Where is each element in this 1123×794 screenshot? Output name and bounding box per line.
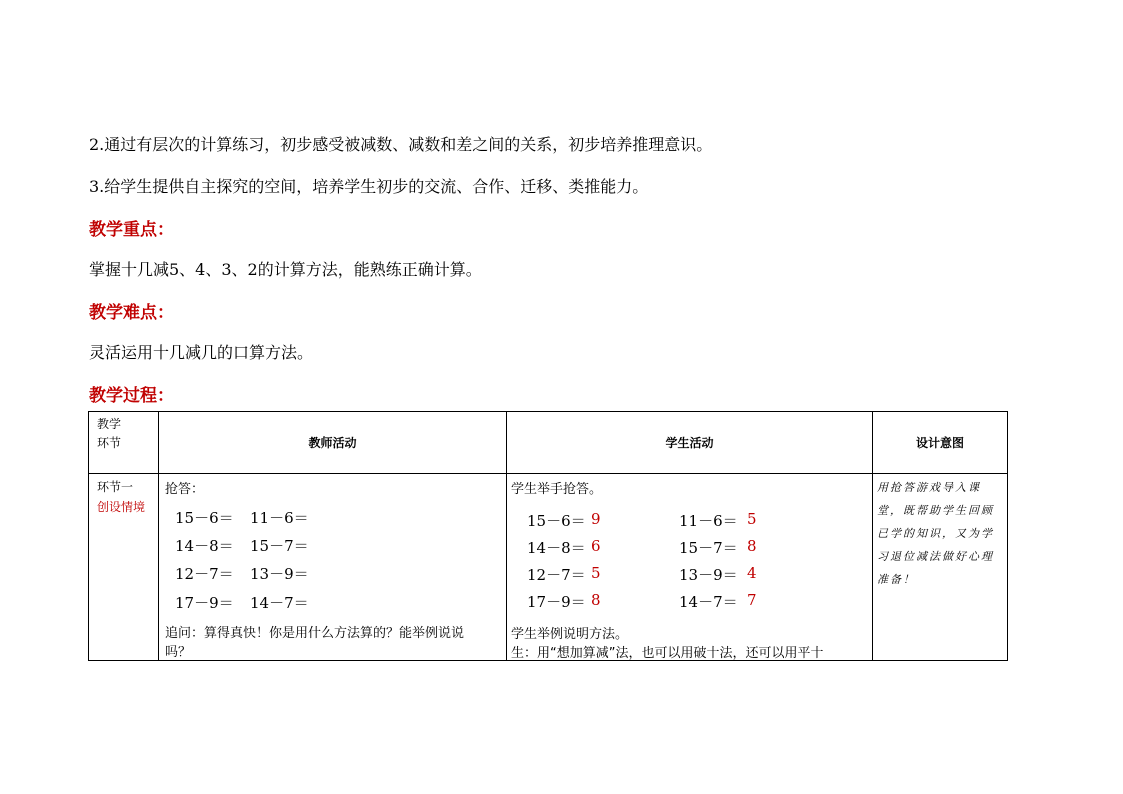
answer-equation: 15－6＝: [527, 512, 586, 530]
stage-cell: [89, 474, 159, 661]
equation: 13－9＝: [250, 565, 309, 583]
answer-equation: 14－7＝: [679, 593, 738, 611]
teacher-activity-cell: [159, 474, 507, 661]
equation: 15－7＝: [250, 537, 309, 555]
answer-value: 5: [591, 564, 601, 582]
answer-equation: 12－7＝: [527, 566, 586, 584]
student-explain: 学生举例说明方法。: [511, 627, 629, 642]
answer-equation: 11－6＝: [679, 512, 738, 530]
answer-value: 8: [747, 537, 757, 555]
header-teacher: [159, 412, 507, 474]
teacher-intro: 抢答：: [165, 482, 205, 497]
student-activity-cell: [507, 474, 873, 661]
answer-value: 7: [747, 591, 757, 609]
stage-name: 创设情境: [97, 500, 146, 514]
answer-equation: 14－8＝: [527, 539, 586, 557]
table-row: [89, 474, 1008, 661]
stage-title: 环节一: [97, 480, 134, 494]
equation: 14－8＝: [175, 537, 234, 555]
answer-equation: 13－9＝: [679, 566, 738, 584]
difficulty-heading: 教学难点：: [89, 303, 174, 323]
answer-value: 9: [591, 510, 601, 528]
equation: 11－6＝: [250, 509, 309, 527]
objective-2: 2.通过有层次的计算练习，初步感受被减数、减数和差之间的关系，初步培养推理意识。: [89, 135, 713, 154]
design-intent-text: 用抢答游戏导入课堂，既帮助学生回顾已学的知识，又为学习退位减法做好心理准备！: [877, 481, 994, 586]
objective-3: 3.给学生提供自主探究的空间，培养学生初步的交流、合作、迁移、类推能力。: [89, 177, 649, 196]
process-heading: 教学过程：: [89, 386, 174, 406]
student-reply: 生：用“想加算减”法，也可以用破十法，还可以用平十: [511, 646, 824, 660]
answer-equation: 15－7＝: [679, 539, 738, 557]
answer-value: 6: [591, 537, 601, 555]
equation: 12－7＝: [175, 565, 234, 583]
header-teacher-label: 教师活动: [308, 436, 357, 450]
design-intent-cell: [873, 474, 1008, 661]
student-intro: 学生举手抢答。: [511, 482, 603, 497]
answer-value: 8: [591, 591, 601, 609]
header-stage: [89, 412, 159, 474]
header-stage-line2: 环节: [97, 436, 122, 450]
teacher-question-line1: 追问：算得真快！你是用什么方法算的？能举例说说: [165, 626, 465, 641]
header-student: [507, 412, 873, 474]
answer-value: 4: [747, 564, 757, 582]
difficulty-text: 灵活运用十几减几的口算方法。: [89, 343, 314, 362]
answer-value: 5: [747, 510, 757, 528]
equation: 14－7＝: [250, 594, 309, 612]
header-design-label: 设计意图: [915, 436, 964, 450]
header-design: [873, 412, 1008, 474]
key-point-heading: 教学重点：: [89, 220, 174, 240]
equation: 15－6＝: [175, 509, 234, 527]
equation: 17－9＝: [175, 594, 234, 612]
key-point-text: 掌握十几减5、4、3、2的计算方法，能熟练正确计算。: [89, 260, 482, 279]
lesson-process-table: [88, 411, 1008, 661]
table-header-row: [89, 412, 1008, 474]
header-student-label: 学生活动: [665, 436, 714, 450]
answer-equation: 17－9＝: [527, 593, 586, 611]
teacher-question-line2: 吗？: [165, 645, 192, 660]
header-stage-line1: 教学: [97, 417, 122, 431]
